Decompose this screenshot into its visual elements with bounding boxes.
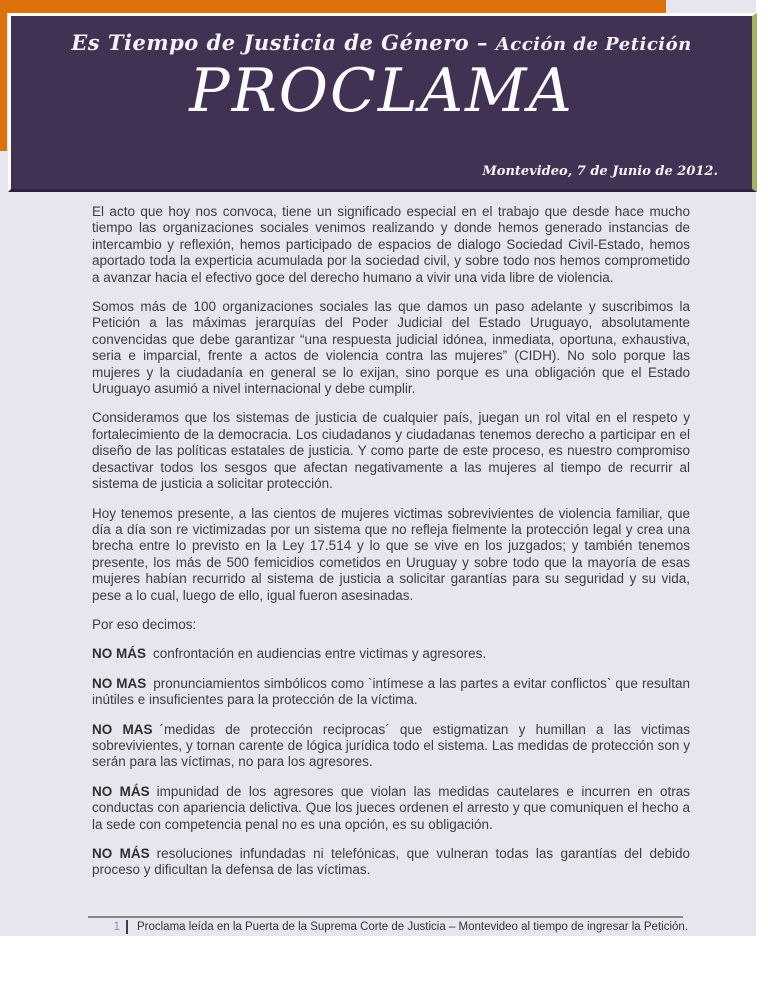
subtitle-secondary: Acción de Petición — [495, 34, 692, 55]
intro-close-line: Por eso decimos: — [92, 616, 197, 632]
statement-5 — [92, 846, 690, 879]
statement-2 — [92, 676, 690, 709]
statement-3-lead: NO MAS — [92, 721, 153, 737]
statement-4 — [92, 784, 690, 833]
paragraph-4: Hoy tenemos presente, a las cientos de mujeres victimas sobrevivientes de violencia familiar, que día a día son re victimizadas por un sistema que no refleja fielmente la protección legal y crea una brecha entre lo previsto en la Ley 17.514 y lo que se vive en los juzgados; y también tenemos presente, los más de 500 femicidios cometidos en Uruguay y sobre todo que la mayoría de esas mujeres habían recurrido al sistema de justicia a solicitar garantías para su seguridad y su vida, pese a lo cual, luego de ello, igual fueron asesinadas. — [92, 505, 690, 603]
statement-1-text: confrontación en audiencias entre victimas y agresores. — [153, 646, 487, 662]
statement-4-text: impunidad de los agresores que violan las medidas cautelares e incurren en otras conductas con apariencia delictiva. Que los jueces ordenen el arresto y que comuniquen el hecho a la sede con competencia penal no es una opción, es su obligación. — [92, 783, 690, 832]
statement-4-lead: NO MÁS — [92, 783, 150, 799]
footer-row — [88, 919, 688, 935]
statement-5-text: resoluciones infundadas ni telefónicas, que vulneran todas las garantías del debido proceso y dificultan la defensa de las víctimas. — [92, 846, 691, 878]
dateline: Montevideo, 7 de Junio de 2012. — [482, 164, 718, 179]
top-accent-bar — [0, 0, 666, 13]
document-title: PROCLAMA — [189, 56, 574, 126]
page-number: 1 — [113, 921, 120, 933]
statement-3-text: ´medidas de protección reciprocas´ que estigmatizan y humillan a las victimas sobrevivientes, y tornan carente de lógica jurídica todo el sistema. Las medidas de protección son y serán para las víctimas, no para los agresores. — [92, 721, 690, 770]
footer-rule — [88, 916, 683, 918]
paragraph-2: Somos más de 100 organizaciones sociales las que damos un paso adelante y suscribimos la Petición a las máximas jerarquías del Poder Judicial del Estado Uruguayo, absolutamente convencidas que debe garantizar “una respuesta judicial idónea, inmediata, oportuna, exhaustiva, seria e imparcial, frente a actos de violencia contra las mujeres” (CIDH). No solo porque las mujeres y la ciudadanía en general se lo exijan, sino porque es una obligación que el Estado Uruguayo asumió a nivel internacional y debe cumplir. — [92, 299, 690, 397]
footer-note: Proclama leída en la Puerta de la Suprema Corte de Justicia – Montevideo al tiempo de ingresar la Petición. — [136, 921, 688, 933]
statement-5-lead: NO MÁS — [92, 846, 150, 861]
statement-3 — [92, 722, 690, 771]
subtitle-main: Es Tiempo de Justicia de Género – — [71, 30, 496, 55]
statement-2-text: pronunciamientos simbólicos como `intímese a las partes a evitar conflictos` que resultan inútiles e insuficientes para la protección de la víctima. — [92, 675, 690, 708]
left-accent-bar — [0, 0, 7, 151]
statement-1-lead: NO MÁS — [92, 646, 146, 662]
footer-divider — [126, 920, 128, 934]
statement-1 — [92, 646, 690, 662]
document-subtitle — [11, 30, 752, 55]
title-banner — [8, 13, 757, 192]
statement-2-lead: NO MAS — [92, 675, 147, 691]
page-footer — [88, 916, 688, 935]
paragraph-1: El acto que hoy nos convoca, tiene un significado especial en el trabajo que desde hace mucho tiempo las organizaciones sociales venimos realizando y donde hemos generado instancias de intercambio y reflexión, hemos participado de espacios de dialogo Sociedad Civil-Estado, hemos aportado toda la experticia acumulada por la sociedad civil, y sobre todo nos hemos comprometido a avanzar hacia el efectivo goce del derecho humano a vivir una vida libre de violencia. — [92, 204, 690, 285]
document-body — [92, 204, 690, 892]
paragraph-3: Consideramos que los sistemas de justicia de cualquier país, juegan un rol vital en el respeto y fortalecimiento de la democracia. Los ciudadanos y ciudadanas tenemos derecho a participar en el diseño de las políticas estatales de justicia. Y como parte de este proceso, es nuestro compromiso desactivar todos los sesgos que afectan negativamente a las mujeres al tiempo de recurrir al sistema de justicia a solicitar protección. — [92, 410, 690, 492]
